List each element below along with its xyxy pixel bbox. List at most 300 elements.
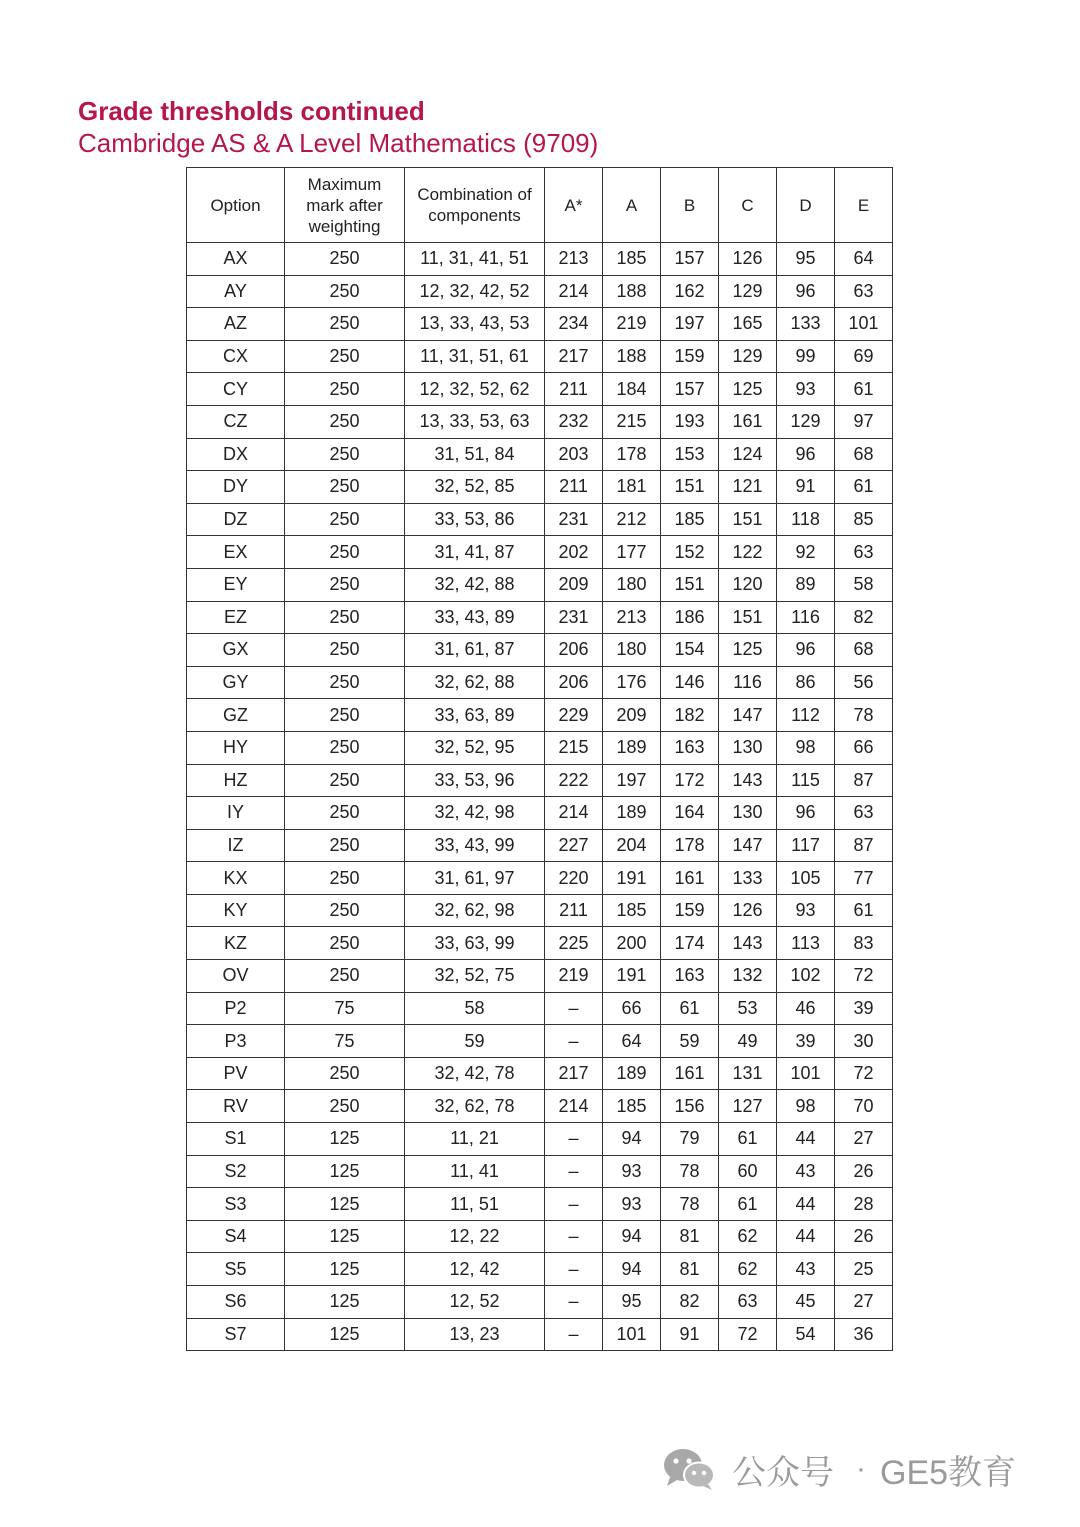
grade-thresholds-table — [186, 167, 893, 1351]
cell-combination: 11, 41 — [405, 1155, 545, 1188]
cell-grade-c: 133 — [719, 862, 777, 895]
cell-grade-e: 39 — [835, 992, 893, 1025]
cell-grade-a: 177 — [603, 536, 661, 569]
cell-grade-a-star: – — [545, 1220, 603, 1253]
cell-max-mark: 125 — [285, 1220, 405, 1253]
cell-grade-c: 126 — [719, 894, 777, 927]
cell-grade-a-star: – — [545, 1188, 603, 1221]
cell-option: HY — [187, 731, 285, 764]
cell-option: S2 — [187, 1155, 285, 1188]
cell-max-mark: 250 — [285, 797, 405, 830]
cell-option: S5 — [187, 1253, 285, 1286]
cell-grade-e: 63 — [835, 797, 893, 830]
table-row — [187, 666, 893, 699]
cell-grade-b: 197 — [661, 308, 719, 341]
cell-grade-a-star: 209 — [545, 568, 603, 601]
table-row — [187, 1253, 893, 1286]
cell-grade-b: 164 — [661, 797, 719, 830]
cell-grade-b: 174 — [661, 927, 719, 960]
table-row — [187, 634, 893, 667]
table-row — [187, 1123, 893, 1156]
cell-grade-a-star: 213 — [545, 243, 603, 276]
cell-combination: 32, 62, 78 — [405, 1090, 545, 1123]
table-row — [187, 1090, 893, 1123]
table-row — [187, 536, 893, 569]
cell-grade-a: 189 — [603, 1057, 661, 1090]
cell-max-mark: 250 — [285, 764, 405, 797]
cell-grade-e: 77 — [835, 862, 893, 895]
cell-grade-a-star: – — [545, 1155, 603, 1188]
cell-combination: 11, 31, 51, 61 — [405, 340, 545, 373]
cell-grade-d: 45 — [777, 1286, 835, 1319]
cell-grade-a: 184 — [603, 373, 661, 406]
cell-grade-e: 68 — [835, 438, 893, 471]
cell-grade-a-star: 215 — [545, 731, 603, 764]
cell-grade-d: 91 — [777, 471, 835, 504]
table-row — [187, 308, 893, 341]
cell-grade-a-star: 206 — [545, 666, 603, 699]
cell-grade-a-star: 222 — [545, 764, 603, 797]
cell-option: S3 — [187, 1188, 285, 1221]
cell-grade-a-star: 202 — [545, 536, 603, 569]
cell-grade-a-star: 219 — [545, 960, 603, 993]
cell-combination: 12, 22 — [405, 1220, 545, 1253]
cell-option: GX — [187, 634, 285, 667]
cell-grade-e: 72 — [835, 960, 893, 993]
table-row — [187, 927, 893, 960]
cell-grade-a: 212 — [603, 503, 661, 536]
cell-grade-e: 70 — [835, 1090, 893, 1123]
cell-combination: 13, 33, 43, 53 — [405, 308, 545, 341]
cell-option: S7 — [187, 1318, 285, 1351]
cell-max-mark: 250 — [285, 438, 405, 471]
cell-grade-d: 43 — [777, 1253, 835, 1286]
cell-grade-b: 157 — [661, 373, 719, 406]
cell-max-mark: 250 — [285, 373, 405, 406]
cell-grade-e: 69 — [835, 340, 893, 373]
cell-option: GY — [187, 666, 285, 699]
cell-max-mark: 125 — [285, 1318, 405, 1351]
cell-grade-b: 81 — [661, 1220, 719, 1253]
cell-max-mark: 250 — [285, 699, 405, 732]
table-row — [187, 1318, 893, 1351]
cell-grade-a-star: 214 — [545, 797, 603, 830]
cell-grade-e: 63 — [835, 536, 893, 569]
table-row — [187, 1025, 893, 1058]
cell-grade-a: 178 — [603, 438, 661, 471]
header-grade-a: A — [603, 168, 661, 243]
cell-grade-b: 59 — [661, 1025, 719, 1058]
cell-grade-d: 118 — [777, 503, 835, 536]
cell-grade-b: 193 — [661, 405, 719, 438]
cell-combination: 58 — [405, 992, 545, 1025]
cell-grade-e: 66 — [835, 731, 893, 764]
cell-max-mark: 250 — [285, 340, 405, 373]
cell-grade-d: 115 — [777, 764, 835, 797]
cell-grade-d: 96 — [777, 797, 835, 830]
cell-grade-b: 159 — [661, 894, 719, 927]
cell-grade-e: 26 — [835, 1155, 893, 1188]
cell-combination: 32, 42, 98 — [405, 797, 545, 830]
cell-max-mark: 250 — [285, 634, 405, 667]
cell-max-mark: 250 — [285, 1057, 405, 1090]
cell-combination: 13, 33, 53, 63 — [405, 405, 545, 438]
cell-grade-d: 98 — [777, 731, 835, 764]
cell-grade-c: 143 — [719, 927, 777, 960]
table-row — [187, 243, 893, 276]
cell-max-mark: 75 — [285, 992, 405, 1025]
cell-grade-d: 92 — [777, 536, 835, 569]
table-row — [187, 829, 893, 862]
cell-grade-b: 157 — [661, 243, 719, 276]
table-header-row — [187, 168, 893, 243]
cell-grade-b: 185 — [661, 503, 719, 536]
cell-combination: 33, 63, 99 — [405, 927, 545, 960]
table-row — [187, 1057, 893, 1090]
cell-grade-b: 151 — [661, 471, 719, 504]
cell-max-mark: 250 — [285, 731, 405, 764]
cell-grade-b: 151 — [661, 568, 719, 601]
cell-option: S6 — [187, 1286, 285, 1319]
cell-grade-e: 78 — [835, 699, 893, 732]
cell-grade-d: 98 — [777, 1090, 835, 1123]
cell-grade-b: 163 — [661, 731, 719, 764]
cell-grade-a: 204 — [603, 829, 661, 862]
header-grade-b: B — [661, 168, 719, 243]
cell-option: RV — [187, 1090, 285, 1123]
table-body — [187, 243, 893, 1351]
cell-grade-a: 101 — [603, 1318, 661, 1351]
cell-grade-a: 93 — [603, 1188, 661, 1221]
cell-max-mark: 125 — [285, 1123, 405, 1156]
cell-grade-d: 89 — [777, 568, 835, 601]
cell-grade-d: 96 — [777, 438, 835, 471]
cell-grade-a: 209 — [603, 699, 661, 732]
cell-grade-c: 72 — [719, 1318, 777, 1351]
cell-option: DY — [187, 471, 285, 504]
cell-grade-a-star: 227 — [545, 829, 603, 862]
cell-grade-c: 126 — [719, 243, 777, 276]
cell-option: KX — [187, 862, 285, 895]
cell-grade-a: 219 — [603, 308, 661, 341]
cell-grade-b: 163 — [661, 960, 719, 993]
cell-combination: 33, 63, 89 — [405, 699, 545, 732]
cell-grade-e: 61 — [835, 894, 893, 927]
cell-grade-a-star: – — [545, 1123, 603, 1156]
table-row — [187, 405, 893, 438]
heading-block — [78, 96, 598, 159]
cell-grade-a-star: – — [545, 1286, 603, 1319]
cell-grade-c: 61 — [719, 1123, 777, 1156]
cell-grade-a: 180 — [603, 634, 661, 667]
cell-combination: 11, 51 — [405, 1188, 545, 1221]
cell-grade-c: 151 — [719, 503, 777, 536]
cell-max-mark: 125 — [285, 1188, 405, 1221]
table-row — [187, 797, 893, 830]
cell-grade-b: 172 — [661, 764, 719, 797]
cell-option: IY — [187, 797, 285, 830]
cell-grade-a-star: 229 — [545, 699, 603, 732]
cell-option: P3 — [187, 1025, 285, 1058]
cell-grade-a-star: – — [545, 1318, 603, 1351]
cell-max-mark: 250 — [285, 243, 405, 276]
cell-combination: 12, 32, 52, 62 — [405, 373, 545, 406]
cell-grade-b: 152 — [661, 536, 719, 569]
cell-grade-a-star: 231 — [545, 503, 603, 536]
cell-grade-a-star: 220 — [545, 862, 603, 895]
cell-combination: 33, 43, 89 — [405, 601, 545, 634]
cell-option: DX — [187, 438, 285, 471]
cell-option: AZ — [187, 308, 285, 341]
cell-grade-e: 26 — [835, 1220, 893, 1253]
cell-max-mark: 250 — [285, 471, 405, 504]
table-row — [187, 894, 893, 927]
cell-grade-a: 191 — [603, 960, 661, 993]
cell-combination: 32, 52, 85 — [405, 471, 545, 504]
cell-combination: 32, 42, 88 — [405, 568, 545, 601]
cell-grade-c: 151 — [719, 601, 777, 634]
cell-max-mark: 250 — [285, 503, 405, 536]
cell-grade-a: 191 — [603, 862, 661, 895]
cell-grade-b: 79 — [661, 1123, 719, 1156]
cell-grade-b: 78 — [661, 1188, 719, 1221]
cell-grade-b: 78 — [661, 1155, 719, 1188]
table-row — [187, 862, 893, 895]
cell-combination: 32, 62, 88 — [405, 666, 545, 699]
watermark-separator: · — [856, 1452, 866, 1485]
cell-combination: 12, 42 — [405, 1253, 545, 1286]
cell-combination: 32, 42, 78 — [405, 1057, 545, 1090]
cell-grade-b: 91 — [661, 1318, 719, 1351]
cell-combination: 33, 53, 86 — [405, 503, 545, 536]
cell-grade-b: 61 — [661, 992, 719, 1025]
header-option: Option — [187, 168, 285, 243]
cell-grade-b: 153 — [661, 438, 719, 471]
header-grade-a-star: A* — [545, 168, 603, 243]
cell-grade-c: 161 — [719, 405, 777, 438]
cell-grade-a: 94 — [603, 1220, 661, 1253]
cell-grade-c: 130 — [719, 731, 777, 764]
cell-grade-c: 143 — [719, 764, 777, 797]
cell-grade-d: 129 — [777, 405, 835, 438]
wechat-icon — [662, 1447, 716, 1491]
cell-option: AX — [187, 243, 285, 276]
table-row — [187, 1286, 893, 1319]
cell-grade-c: 60 — [719, 1155, 777, 1188]
table-row — [187, 764, 893, 797]
cell-grade-a-star: 211 — [545, 894, 603, 927]
cell-grade-c: 124 — [719, 438, 777, 471]
cell-combination: 12, 52 — [405, 1286, 545, 1319]
cell-option: PV — [187, 1057, 285, 1090]
cell-grade-a: 197 — [603, 764, 661, 797]
cell-grade-e: 83 — [835, 927, 893, 960]
cell-option: CZ — [187, 405, 285, 438]
cell-grade-a: 215 — [603, 405, 661, 438]
cell-combination: 31, 61, 97 — [405, 862, 545, 895]
cell-grade-d: 39 — [777, 1025, 835, 1058]
cell-grade-b: 146 — [661, 666, 719, 699]
table-row — [187, 471, 893, 504]
cell-grade-a-star: 211 — [545, 471, 603, 504]
cell-grade-d: 43 — [777, 1155, 835, 1188]
cell-option: OV — [187, 960, 285, 993]
table-row — [187, 568, 893, 601]
cell-grade-a: 213 — [603, 601, 661, 634]
cell-grade-a: 200 — [603, 927, 661, 960]
header-grade-d: D — [777, 168, 835, 243]
cell-combination: 32, 52, 95 — [405, 731, 545, 764]
cell-grade-a-star: – — [545, 992, 603, 1025]
cell-grade-a: 185 — [603, 894, 661, 927]
cell-grade-d: 99 — [777, 340, 835, 373]
cell-grade-a-star: 206 — [545, 634, 603, 667]
cell-max-mark: 250 — [285, 862, 405, 895]
cell-option: KY — [187, 894, 285, 927]
table-row — [187, 340, 893, 373]
cell-option: GZ — [187, 699, 285, 732]
cell-grade-c: 132 — [719, 960, 777, 993]
cell-max-mark: 125 — [285, 1253, 405, 1286]
cell-grade-c: 120 — [719, 568, 777, 601]
table-row — [187, 960, 893, 993]
cell-grade-e: 27 — [835, 1286, 893, 1319]
cell-grade-c: 130 — [719, 797, 777, 830]
cell-grade-e: 61 — [835, 471, 893, 504]
table-row — [187, 503, 893, 536]
table-row — [187, 731, 893, 764]
cell-max-mark: 250 — [285, 894, 405, 927]
cell-max-mark: 250 — [285, 666, 405, 699]
cell-grade-d: 113 — [777, 927, 835, 960]
cell-grade-e: 28 — [835, 1188, 893, 1221]
cell-grade-d: 101 — [777, 1057, 835, 1090]
cell-grade-e: 87 — [835, 764, 893, 797]
cell-grade-d: 44 — [777, 1220, 835, 1253]
table-row — [187, 1220, 893, 1253]
cell-grade-c: 127 — [719, 1090, 777, 1123]
cell-option: EY — [187, 568, 285, 601]
cell-grade-b: 162 — [661, 275, 719, 308]
cell-option: HZ — [187, 764, 285, 797]
cell-grade-e: 85 — [835, 503, 893, 536]
cell-grade-a: 189 — [603, 797, 661, 830]
cell-grade-a-star: – — [545, 1253, 603, 1286]
cell-max-mark: 125 — [285, 1286, 405, 1319]
cell-grade-a-star: 203 — [545, 438, 603, 471]
cell-grade-c: 53 — [719, 992, 777, 1025]
cell-grade-c: 116 — [719, 666, 777, 699]
cell-grade-c: 61 — [719, 1188, 777, 1221]
cell-grade-b: 159 — [661, 340, 719, 373]
cell-max-mark: 250 — [285, 829, 405, 862]
cell-grade-e: 36 — [835, 1318, 893, 1351]
cell-grade-a-star: – — [545, 1025, 603, 1058]
cell-grade-a: 188 — [603, 340, 661, 373]
cell-grade-a-star: 211 — [545, 373, 603, 406]
header-grade-c: C — [719, 168, 777, 243]
cell-max-mark: 250 — [285, 1090, 405, 1123]
cell-grade-e: 97 — [835, 405, 893, 438]
cell-grade-a: 185 — [603, 1090, 661, 1123]
cell-combination: 31, 51, 84 — [405, 438, 545, 471]
cell-option: EZ — [187, 601, 285, 634]
cell-grade-a-star: 214 — [545, 275, 603, 308]
cell-grade-a: 94 — [603, 1123, 661, 1156]
cell-grade-c: 147 — [719, 829, 777, 862]
cell-grade-a: 93 — [603, 1155, 661, 1188]
table-row — [187, 601, 893, 634]
cell-grade-c: 125 — [719, 634, 777, 667]
cell-grade-a-star: 214 — [545, 1090, 603, 1123]
table-row — [187, 275, 893, 308]
cell-grade-b: 82 — [661, 1286, 719, 1319]
page-title: Grade thresholds continued — [78, 96, 425, 126]
cell-combination: 11, 31, 41, 51 — [405, 243, 545, 276]
watermark — [662, 1446, 1016, 1492]
cell-grade-e: 63 — [835, 275, 893, 308]
cell-grade-b: 161 — [661, 1057, 719, 1090]
cell-grade-a-star: 217 — [545, 340, 603, 373]
header-grade-e: E — [835, 168, 893, 243]
cell-combination: 33, 43, 99 — [405, 829, 545, 862]
cell-combination: 13, 23 — [405, 1318, 545, 1351]
cell-grade-d: 116 — [777, 601, 835, 634]
table-row — [187, 699, 893, 732]
cell-grade-d: 93 — [777, 373, 835, 406]
cell-grade-b: 178 — [661, 829, 719, 862]
cell-option: KZ — [187, 927, 285, 960]
cell-combination: 31, 61, 87 — [405, 634, 545, 667]
cell-combination: 31, 41, 87 — [405, 536, 545, 569]
table-row — [187, 1155, 893, 1188]
cell-grade-c: 125 — [719, 373, 777, 406]
cell-grade-c: 121 — [719, 471, 777, 504]
cell-grade-c: 49 — [719, 1025, 777, 1058]
cell-option: DZ — [187, 503, 285, 536]
cell-max-mark: 75 — [285, 1025, 405, 1058]
cell-max-mark: 250 — [285, 308, 405, 341]
cell-grade-d: 95 — [777, 243, 835, 276]
cell-grade-a: 185 — [603, 243, 661, 276]
cell-max-mark: 250 — [285, 275, 405, 308]
watermark-account: GE5教育 — [880, 1453, 1017, 1492]
cell-grade-e: 68 — [835, 634, 893, 667]
cell-max-mark: 250 — [285, 927, 405, 960]
table-row — [187, 438, 893, 471]
cell-option: P2 — [187, 992, 285, 1025]
cell-grade-c: 131 — [719, 1057, 777, 1090]
cell-grade-d: 96 — [777, 634, 835, 667]
cell-combination: 32, 52, 75 — [405, 960, 545, 993]
cell-grade-b: 182 — [661, 699, 719, 732]
cell-grade-a: 181 — [603, 471, 661, 504]
header-maximum-mark: Maximum mark after weighting — [285, 168, 405, 243]
cell-combination: 12, 32, 42, 52 — [405, 275, 545, 308]
cell-max-mark: 250 — [285, 601, 405, 634]
cell-grade-d: 54 — [777, 1318, 835, 1351]
cell-option: EX — [187, 536, 285, 569]
cell-grade-e: 56 — [835, 666, 893, 699]
cell-grade-c: 129 — [719, 340, 777, 373]
page-subtitle: Cambridge AS & A Level Mathematics (9709) — [78, 128, 599, 158]
cell-grade-e: 82 — [835, 601, 893, 634]
cell-grade-e: 61 — [835, 373, 893, 406]
cell-combination: 59 — [405, 1025, 545, 1058]
cell-option: S1 — [187, 1123, 285, 1156]
cell-combination: 11, 21 — [405, 1123, 545, 1156]
cell-grade-e: 87 — [835, 829, 893, 862]
